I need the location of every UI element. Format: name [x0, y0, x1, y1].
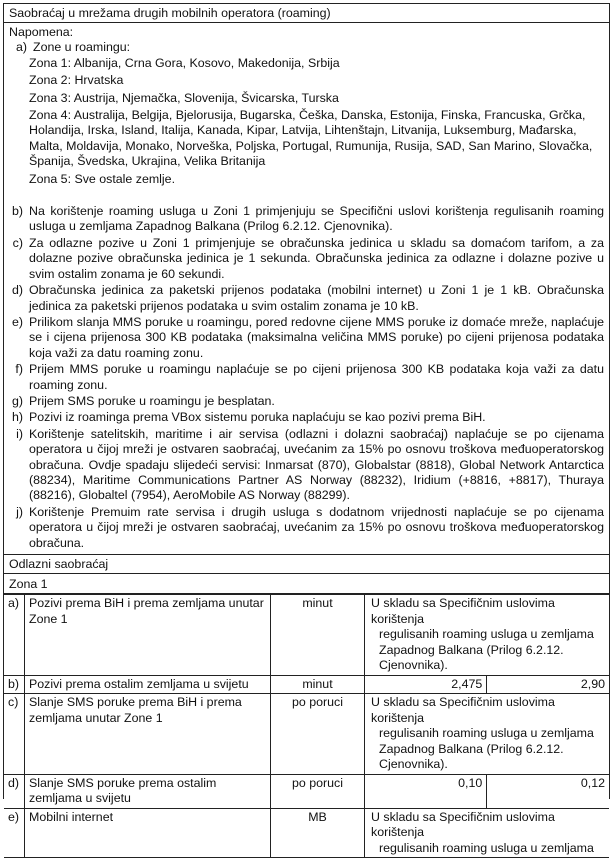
- zone-item: Zona 4: Australija, Belgija, Bjelorusija, Bugarska, Češka, Danska, Estonija, Finska, Francuska, Grčka, Holandija, Irska, Island, Italija, Kanada, Kipar, Latvija, Lihtenštajn, Litvanija, Luksemburg, Mađarska, Malta, Moldavija, Monako, Norveška, Poljska, Portugal, Rumunija, Rusija, SAD, San Marino, Slovačka, Španija, Švedska, Ukrajina, Velika Britanija: [29, 108, 593, 169]
- note-c: [9, 236, 604, 282]
- note-b: [9, 204, 604, 235]
- conditions-rest: regulisanih roaming usluga u zemljama Zapadnog Balkana (Prilog 6.2.12. Cjenovnika).: [379, 726, 594, 771]
- note-label: b): [11, 204, 23, 219]
- row-description: Pozivi prema ostalim zemljama u svijetu: [25, 675, 271, 694]
- note-text: Prijem MMS poruke u roamingu naplaćuje se po cijeni prijenosa 300 KB podataka koja važi za datu roaming zonu.: [29, 362, 604, 392]
- note-label: a): [15, 40, 27, 55]
- note-g: [9, 394, 604, 409]
- row-label: d): [4, 774, 25, 808]
- zone-list: [29, 56, 604, 187]
- row-unit: minut: [271, 675, 365, 694]
- conditions-rest: regulisanih roaming usluga u zemljama Zapadnog Balkana (Prilog 6.2.12. Cjenovnika).: [379, 627, 594, 672]
- row-label: b): [4, 675, 25, 694]
- row-unit: MB: [271, 808, 365, 858]
- note-label: j): [16, 504, 23, 519]
- row-description: Pozivi prema BiH i prema zemljama unutar Zone 1: [25, 595, 271, 676]
- table-row: [4, 675, 609, 694]
- notes-block: [4, 23, 609, 555]
- napomena-heading: Napomena:: [9, 25, 74, 39]
- conditions-first-line: U skladu sa Specifičnim uslovima korištenja: [371, 596, 555, 626]
- row-price-without-vat: 0,10: [365, 774, 487, 808]
- note-text: Korištenje Premuim rate servisa i drugih usluga s dodatnom vrijednosti naplaćuje se po cijenama operatora u čijoj mreži je ostvaren saobraćaj, uvećanim za 15% po osnovu troškova međuoperatorskog obračuna.: [29, 504, 604, 550]
- zone-item: Zona 3: Austrija, Njemačka, Slovenija, Švicarska, Turska: [29, 90, 339, 105]
- conditions-first-line: U skladu sa Specifičnim uslovima korištenja: [371, 695, 555, 725]
- note-j: [9, 505, 604, 551]
- note-label: d): [11, 283, 23, 298]
- note-text: Za odlazne pozive u Zoni 1 primjenjuje se obračunska jedinica u skladu sa domaćom tarifom, a za dolazne pozive obračunska jedinica je 1 sekunda. Obračunska jedinica za odlazne i dolazne pozive u svim ostalim zonama je 60 sekundi.: [29, 235, 604, 281]
- zone-item: Zona 1: Albanija, Crna Gora, Kosovo, Makedonija, Srbija: [29, 55, 340, 70]
- row-description: Slanje SMS poruke prema BiH i prema zemljama unutar Zone 1: [25, 694, 271, 775]
- conditions-rest: regulisanih roaming usluga u zemljama: [379, 840, 594, 855]
- row-label: a): [4, 595, 25, 676]
- zone-item: Zona 2: Hrvatska: [29, 73, 124, 88]
- row-specific-conditions: [365, 595, 610, 676]
- row-unit: po poruci: [271, 694, 365, 775]
- note-label: c): [12, 235, 23, 250]
- note-d: [9, 283, 604, 314]
- note-f: [9, 362, 604, 393]
- note-label: g): [11, 393, 23, 408]
- outgoing-traffic-heading: Odlazni saobraćaj: [4, 555, 609, 574]
- note-text: Prilikom slanja MMS poruke u roamingu, pored redovne cijene MMS poruke iz domaće mreže, naplaćuje se i cijena prijenosa 300 KB podataka (maksimalna veličina MMS poruke) po cijeni prijenosa podataka koja važi za datu roaming zonu.: [29, 314, 604, 360]
- note-label: i): [16, 426, 23, 441]
- note-text: Pozivi iz roaminga prema VBox sistemu poruka naplaćuju se kao pozivi prema BiH.: [29, 410, 486, 425]
- zone-item: Zona 5: Sve ostale zemlje.: [29, 171, 176, 186]
- zone-1-heading: Zona 1: [4, 574, 609, 594]
- conditions-first-line: U skladu sa Specifičnim uslovima korištenja: [371, 809, 555, 839]
- note-h: [9, 410, 604, 425]
- row-specific-conditions: [365, 694, 610, 775]
- document-page: [3, 3, 610, 855]
- row-price-without-vat: 2,475: [365, 675, 487, 694]
- row-label: c): [4, 694, 25, 775]
- row-unit: minut: [271, 595, 365, 676]
- row-label: e): [4, 808, 25, 858]
- note-label: f): [15, 362, 23, 377]
- table-row: [4, 694, 609, 775]
- row-description: Slanje SMS poruke prema ostalim zemljama u svijetu: [25, 774, 271, 808]
- note-text: Korištenje satelitskih, maritime i air servisa (odlazni i dolazni saobraćaj) naplaćuje se po cijenama operatora u čijoj mreži je ostvaren saobraćaj, uvećanim za 15% po osnovu troškova međuoperatorskog obračuna. Ovdje spadaju slijedeći servisi: Inmarsat (870), Globalstar (8818), Global Network Antarctica (88234), Maritime Communications Partner AS Norway (88232), Iridium (+8816, +8817), Thuraya (88216), Globaltel (7954), AeroMobile AS Norway (88299).: [29, 426, 604, 503]
- note-text: Prijem SMS poruke u roamingu je besplatan.: [29, 393, 275, 408]
- note-a: [9, 40, 604, 55]
- note-e: [9, 315, 604, 361]
- tariff-table: [4, 594, 609, 858]
- note-text: Na korištenje roaming usluga u Zoni 1 primjenjuju se Specifični uslovi korištenja regulisanih roaming usluga u zemljama Zapadnog Balkana (Prilog 6.2.12. Cjenovnika).: [29, 204, 604, 234]
- table-row: [4, 808, 609, 858]
- row-specific-conditions: [365, 808, 610, 858]
- row-price-with-vat: 2,90: [487, 675, 609, 694]
- row-description: Mobilni internet: [25, 808, 271, 858]
- row-price-with-vat: 0,12: [487, 774, 609, 808]
- note-text: Zone u roamingu:: [33, 40, 131, 55]
- note-i: [9, 427, 604, 504]
- row-unit: po poruci: [271, 774, 365, 808]
- section-title: Saobraćaj u mrežama drugih mobilnih operatora (roaming): [4, 4, 609, 23]
- note-label: h): [11, 410, 23, 425]
- table-row: [4, 595, 609, 676]
- note-label: e): [11, 314, 23, 329]
- note-text: Obračunska jedinica za paketski prijenos podataka (mobilni internet) u Zoni 1 je 1 kB. Obračunska jedinica za paketski prijenos podataka u svim ostalim zonama je 10 kB.: [29, 283, 604, 313]
- table-row: [4, 774, 609, 808]
